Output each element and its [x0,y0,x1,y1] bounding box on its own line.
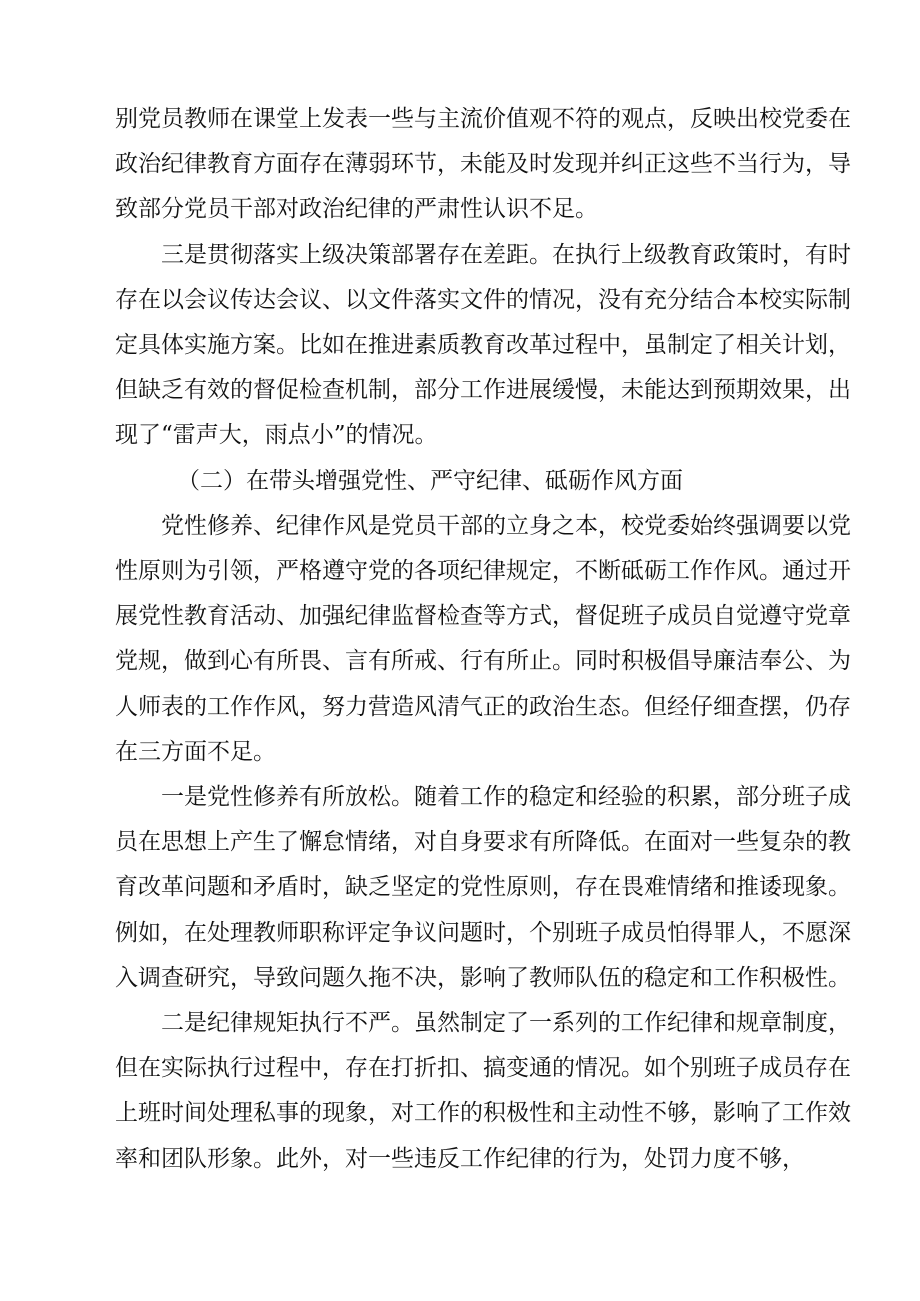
section-heading: （二）在带头增强党性、严守纪律、砥砺作风方面 [177,467,683,494]
paragraph-continuation: 别党员教师在课堂上发表一些与主流价值观不符的观点，反映出校党委在政治纪律教育方面存在薄弱环节，未能及时发现并纠正这些不当行为，导致部分党员干部对政治纪律的严肃性认识不足。 [115,106,851,223]
document-body [115,97,851,1182]
paragraph-point-two: 二是纪律规矩执行不严。虽然制定了一系列的工作纪律和规章制度，但在实际执行过程中，存在打折扣、搞变通的情况。如个别班子成员存在上班时间处理私事的现象，对工作的积极性和主动性不够，影响了工作效率和团队形象。此外，对一些违反工作纪律的行为，处罚力度不够， [115,1010,851,1172]
paragraph-point-one: 一是党性修养有所放松。随着工作的稳定和经验的积累，部分班子成员在思想上产生了懈怠情绪，对自身要求有所降低。在面对一些复杂的教育改革问题和矛盾时，缺乏坚定的党性原则，存在畏难情绪和推诿现象。例如，在处理教师职称评定争议问题时，个别班子成员怕得罪人，不愿深入调查研究，导致问题久拖不决，影响了教师队伍的稳定和工作积极性。 [115,784,851,991]
paragraph-section-intro: 党性修养、纪律作风是党员干部的立身之本，校党委始终强调要以党性原则为引领，严格遵守党的各项纪律规定，不断砥砺工作作风。通过开展党性教育活动、加强纪律监督检查等方式，督促班子成员自觉遵守党章党规，做到心有所畏、言有所戒、行有所止。同时积极倡导廉洁奉公、为人师表的工作作风，努力营造风清气正的政治生态。但经仔细查摆，仍存在三方面不足。 [115,512,851,765]
paragraph-point-three: 三是贯彻落实上级决策部署存在差距。在执行上级教育政策时，有时存在以会议传达会议、以文件落实文件的情况，没有充分结合本校实际制定具体实施方案。比如在推进素质教育改革过程中，虽制定了相关计划，但缺乏有效的督促检查机制，部分工作进展缓慢，未能达到预期效果，出现了“雷声大，雨点小”的情况。 [115,241,851,449]
